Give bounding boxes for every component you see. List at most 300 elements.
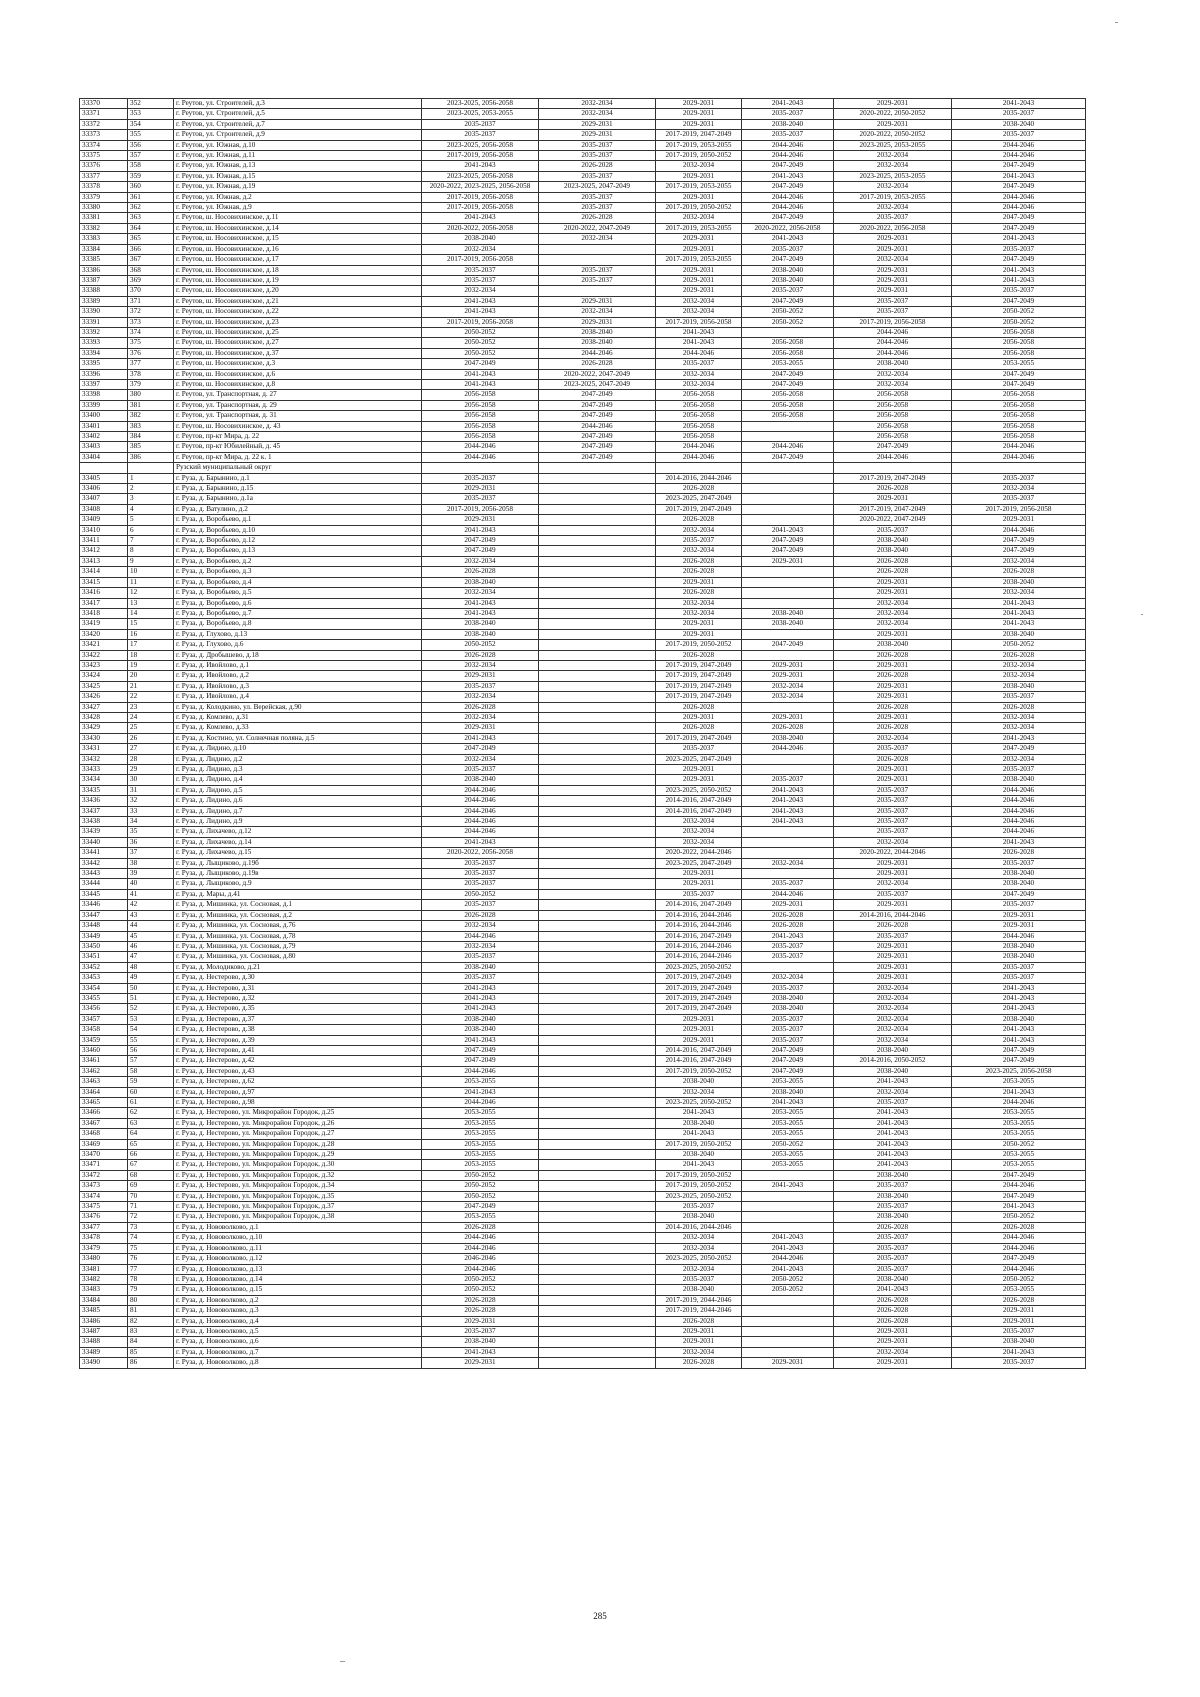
period-5-cell: 2029-2031 (834, 1337, 952, 1347)
period-5-cell: 2029-2031 (834, 900, 952, 910)
table-row (80, 671, 1086, 681)
row-id-cell: 33469 (80, 1139, 128, 1149)
address-cell: г. Руза, д. Лидино, д.5 (174, 785, 422, 795)
period-2-cell (539, 1233, 656, 1243)
period-4-cell: 2029-2031 (742, 660, 834, 670)
period-1-cell: 2050-2052 (422, 1170, 539, 1180)
row-number-cell: 376 (128, 348, 174, 358)
row-number-cell: 64 (128, 1129, 174, 1139)
period-3-cell: 2014-2016, 2044-2046 (656, 941, 742, 951)
row-id-cell: 33385 (80, 255, 128, 265)
period-6-cell: 2035-2037 (952, 244, 1086, 254)
row-number-cell: 71 (128, 1202, 174, 1212)
period-1-cell: 2044-2046 (422, 442, 539, 452)
period-3-cell: 2017-2019, 2050-2052 (656, 1139, 742, 1149)
address-cell: г. Руза, д. Нестерово, ул. Микрорайон Городок, д.30 (174, 1160, 422, 1170)
row-number-cell: 49 (128, 973, 174, 983)
period-4-cell: 2041-2043 (742, 1264, 834, 1274)
table-row (80, 151, 1086, 161)
period-2-cell (539, 1004, 656, 1014)
period-3-cell: 2026-2028 (656, 1358, 742, 1368)
period-1-cell: 2056-2058 (422, 400, 539, 410)
period-4-cell: 2041-2043 (742, 1181, 834, 1191)
table-row (80, 848, 1086, 858)
period-6-cell: 2053-2055 (952, 1077, 1086, 1087)
period-6-cell: 2047-2049 (952, 1056, 1086, 1066)
table-row (80, 712, 1086, 722)
period-6-cell: 2047-2049 (952, 161, 1086, 171)
period-4-cell: 2035-2037 (742, 286, 834, 296)
row-number-cell: 40 (128, 879, 174, 889)
period-3-cell: 2029-2031 (656, 1035, 742, 1045)
period-5-cell: 2035-2037 (834, 1264, 952, 1274)
row-number-cell: 79 (128, 1285, 174, 1295)
period-1-cell: 2041-2043 (422, 213, 539, 223)
address-cell: г. Руза, д. Мишинка, ул. Сосновая, д.79 (174, 941, 422, 951)
period-6-cell: 2029-2031 (952, 1306, 1086, 1316)
row-number-cell: 52 (128, 1004, 174, 1014)
period-6-cell: 2026-2028 (952, 567, 1086, 577)
period-3-cell: 2029-2031 (656, 712, 742, 722)
period-4-cell: 2044-2046 (742, 1254, 834, 1264)
period-4-cell: 2053-2055 (742, 359, 834, 369)
period-3-cell: 2032-2034 (656, 213, 742, 223)
address-cell: г. Реутов, ш. Носовихинское, д.14 (174, 223, 422, 233)
period-4-cell: 2053-2055 (742, 1150, 834, 1160)
table-row (80, 806, 1086, 816)
table-row (80, 400, 1086, 410)
period-2-cell (539, 744, 656, 754)
period-3-cell: 2026-2028 (656, 515, 742, 525)
period-3-cell: 2035-2037 (656, 889, 742, 899)
row-id-cell: 33490 (80, 1358, 128, 1368)
period-2-cell (539, 1347, 656, 1357)
row-number-cell: 358 (128, 161, 174, 171)
period-1-cell: 2032-2034 (422, 660, 539, 670)
row-id-cell: 33420 (80, 629, 128, 639)
row-number-cell: 3 (128, 494, 174, 504)
row-id-cell: 33397 (80, 379, 128, 389)
table-row (80, 234, 1086, 244)
period-5-cell: 2035-2037 (834, 796, 952, 806)
period-6-cell: 2041-2043 (952, 598, 1086, 608)
period-1-cell: 2050-2052 (422, 640, 539, 650)
address-cell: г. Руза, д. Лыщиково, д.19в (174, 869, 422, 879)
period-1-cell: 2050-2052 (422, 327, 539, 337)
period-4-cell: 2035-2037 (742, 952, 834, 962)
period-5-cell: 2032-2034 (834, 983, 952, 993)
period-2-cell (539, 1087, 656, 1097)
period-5-cell: 2044-2046 (834, 348, 952, 358)
period-2-cell (539, 817, 656, 827)
period-5-cell: 2017-2019, 2047-2049 (834, 473, 952, 483)
table-row (80, 785, 1086, 795)
period-5-cell: 2038-2040 (834, 1066, 952, 1076)
address-cell: г. Реутов, ш. Носовихинское, д.23 (174, 317, 422, 327)
table-row (80, 993, 1086, 1003)
period-1-cell: 2017-2019, 2056-2058 (422, 317, 539, 327)
period-2-cell (539, 723, 656, 733)
period-3-cell: 2032-2034 (656, 817, 742, 827)
row-id-cell: 33477 (80, 1222, 128, 1232)
row-id-cell: 33373 (80, 130, 128, 140)
row-number-cell: 72 (128, 1212, 174, 1222)
address-cell: г. Руза, д. Нововолково, д.4 (174, 1316, 422, 1326)
period-2-cell (539, 1295, 656, 1305)
table-row (80, 109, 1086, 119)
period-5-cell: 2029-2031 (834, 869, 952, 879)
period-4-cell: 2056-2058 (742, 411, 834, 421)
period-5-cell: 2032-2034 (834, 369, 952, 379)
period-2-cell: 2029-2031 (539, 119, 656, 129)
address-cell: г. Реутов, ш. Носовихинское, д. 43 (174, 421, 422, 431)
period-3-cell: 2023-2025, 2050-2052 (656, 1191, 742, 1201)
period-4-cell (742, 1295, 834, 1305)
period-3-cell: 2032-2034 (656, 837, 742, 847)
table-row (80, 983, 1086, 993)
period-5-cell: 2029-2031 (834, 775, 952, 785)
period-2-cell (539, 1056, 656, 1066)
row-number-cell: 23 (128, 702, 174, 712)
address-cell: г. Руза, д. Мишинка, ул. Сосновая, д.76 (174, 921, 422, 931)
table-row (80, 525, 1086, 535)
period-5-cell: 2041-2043 (834, 1118, 952, 1128)
address-cell: г. Руза, д. Нестерово, д.42 (174, 1056, 422, 1066)
period-6-cell: 2032-2034 (952, 754, 1086, 764)
period-5-cell: 2020-2022, 2047-2049 (834, 515, 952, 525)
period-6-cell: 2047-2049 (952, 1045, 1086, 1055)
period-2-cell (539, 660, 656, 670)
table-row (80, 1077, 1086, 1087)
period-3-cell: 2023-2025, 2050-2052 (656, 962, 742, 972)
period-6-cell: 2044-2046 (952, 442, 1086, 452)
period-5-cell: 2038-2040 (834, 1170, 952, 1180)
table-row (80, 962, 1086, 972)
period-4-cell: 2035-2037 (742, 941, 834, 951)
row-id-cell: 33434 (80, 775, 128, 785)
period-5-cell: 2035-2037 (834, 889, 952, 899)
address-cell: г. Руза, д. Воробьево, д.7 (174, 608, 422, 618)
period-2-cell (539, 993, 656, 1003)
row-id-cell: 33452 (80, 962, 128, 972)
period-2-cell: 2038-2040 (539, 327, 656, 337)
row-number-cell: 379 (128, 379, 174, 389)
period-6-cell: 2026-2028 (952, 702, 1086, 712)
period-5-cell: 2026-2028 (834, 671, 952, 681)
period-6-cell: 2035-2037 (952, 286, 1086, 296)
period-3-cell: 2017-2019, 2053-2055 (656, 182, 742, 192)
row-id-cell: 33382 (80, 223, 128, 233)
row-id-cell: 33453 (80, 973, 128, 983)
row-number-cell: 361 (128, 192, 174, 202)
period-4-cell: 2029-2031 (742, 1358, 834, 1368)
row-number-cell: 47 (128, 952, 174, 962)
period-1-cell: 2041-2043 (422, 379, 539, 389)
period-2-cell (539, 608, 656, 618)
period-2-cell (539, 598, 656, 608)
period-4-cell (742, 650, 834, 660)
period-5-cell: 2029-2031 (834, 941, 952, 951)
period-4-cell: 2035-2037 (742, 244, 834, 254)
period-1-cell: 2041-2043 (422, 369, 539, 379)
period-4-cell: 2029-2031 (742, 556, 834, 566)
row-number-cell: 5 (128, 515, 174, 525)
row-id-cell: 33394 (80, 348, 128, 358)
period-5-cell: 2029-2031 (834, 973, 952, 983)
period-3-cell: 2029-2031 (656, 869, 742, 879)
row-number-cell: 83 (128, 1326, 174, 1336)
period-3-cell: 2041-2043 (656, 1160, 742, 1170)
period-4-cell: 2041-2043 (742, 171, 834, 181)
period-5-cell: 2032-2034 (834, 379, 952, 389)
period-4-cell (742, 827, 834, 837)
period-2-cell (539, 473, 656, 483)
period-2-cell (539, 1358, 656, 1368)
period-2-cell (539, 1170, 656, 1180)
row-id-cell: 33407 (80, 494, 128, 504)
period-4-cell: 2047-2049 (742, 1045, 834, 1055)
period-2-cell: 2023-2025, 2047-2049 (539, 182, 656, 192)
row-id-cell: 33426 (80, 692, 128, 702)
row-number-cell: 57 (128, 1056, 174, 1066)
row-number-cell: 374 (128, 327, 174, 337)
period-5-cell: 2020-2022, 2044-2046 (834, 848, 952, 858)
period-1-cell: 2035-2037 (422, 275, 539, 285)
period-2-cell: 2047-2049 (539, 442, 656, 452)
row-id-cell: 33395 (80, 359, 128, 369)
period-4-cell (742, 702, 834, 712)
period-4-cell: 2047-2049 (742, 182, 834, 192)
row-id-cell: 33445 (80, 889, 128, 899)
period-6-cell: 2053-2055 (952, 1150, 1086, 1160)
table-row (80, 1326, 1086, 1336)
period-6-cell: 2038-2040 (952, 681, 1086, 691)
period-6-cell: 2035-2037 (952, 765, 1086, 775)
row-number-cell: 9 (128, 556, 174, 566)
period-1-cell: 2020-2022, 2023-2025, 2056-2058 (422, 182, 539, 192)
period-2-cell (539, 869, 656, 879)
period-6-cell: 2032-2034 (952, 484, 1086, 494)
row-number-cell: 45 (128, 931, 174, 941)
address-cell: г. Руза, д. Воробьево, д.2 (174, 556, 422, 566)
row-number-cell: 384 (128, 432, 174, 442)
period-3-cell: 2032-2034 (656, 827, 742, 837)
row-number-cell: 381 (128, 400, 174, 410)
period-3-cell: 2017-2019, 2047-2049 (656, 1004, 742, 1014)
period-3-cell: 2038-2040 (656, 1285, 742, 1295)
row-id-cell: 33404 (80, 452, 128, 462)
address-cell: г. Руза, д. Лыщиково, д.9 (174, 879, 422, 889)
row-number-cell: 78 (128, 1274, 174, 1284)
row-number-cell: 10 (128, 567, 174, 577)
period-2-cell (539, 286, 656, 296)
period-2-cell (539, 1326, 656, 1336)
period-6-cell: 2026-2028 (952, 1222, 1086, 1232)
period-5-cell: 2038-2040 (834, 1212, 952, 1222)
row-number-cell: 369 (128, 275, 174, 285)
period-3-cell: 2020-2022, 2044-2046 (656, 848, 742, 858)
period-5-cell: 2056-2058 (834, 411, 952, 421)
period-4-cell (742, 1347, 834, 1357)
period-4-cell: 2047-2049 (742, 255, 834, 265)
address-cell: г. Руза, д. Барынино, д.1а (174, 494, 422, 504)
period-1-cell: 2053-2055 (422, 1139, 539, 1149)
period-3-cell: 2026-2028 (656, 567, 742, 577)
period-6-cell: 2017-2019, 2056-2058 (952, 504, 1086, 514)
period-1-cell: 2038-2040 (422, 775, 539, 785)
period-4-cell: 2053-2055 (742, 1160, 834, 1170)
period-5-cell: 2029-2031 (834, 1358, 952, 1368)
period-1-cell: 2044-2046 (422, 817, 539, 827)
period-6-cell: 2047-2049 (952, 296, 1086, 306)
row-id-cell: 33413 (80, 556, 128, 566)
address-cell: г. Реутов, ш. Носовихинское, д.17 (174, 255, 422, 265)
row-number-cell: 66 (128, 1150, 174, 1160)
address-cell: г. Руза, д. Воробьево, д.10 (174, 525, 422, 535)
period-5-cell: 2032-2034 (834, 203, 952, 213)
row-id-cell: 33461 (80, 1056, 128, 1066)
row-id-cell: 33429 (80, 723, 128, 733)
row-id-cell: 33416 (80, 588, 128, 598)
row-number-cell: 28 (128, 754, 174, 764)
table-row (80, 275, 1086, 285)
row-id-cell: 33405 (80, 473, 128, 483)
period-5-cell: 2032-2034 (834, 1087, 952, 1097)
period-1-cell: 2038-2040 (422, 1025, 539, 1035)
row-number-cell: 11 (128, 577, 174, 587)
period-6-cell: 2050-2052 (952, 317, 1086, 327)
address-cell: г. Руза, д. Нововолково, д.2 (174, 1295, 422, 1305)
period-4-cell (742, 1316, 834, 1326)
address-cell: г. Руза, д. Лихачево, д.14 (174, 837, 422, 847)
period-4-cell: 2047-2049 (742, 536, 834, 546)
period-1-cell: 2041-2043 (422, 1035, 539, 1045)
row-number-cell: 55 (128, 1035, 174, 1045)
period-6-cell: 2038-2040 (952, 1337, 1086, 1347)
period-3-cell: 2023-2025, 2047-2049 (656, 754, 742, 764)
period-6-cell: 2056-2058 (952, 390, 1086, 400)
table-row (80, 223, 1086, 233)
row-id-cell: 33483 (80, 1285, 128, 1295)
period-2-cell (539, 244, 656, 254)
period-1-cell: 2053-2055 (422, 1150, 539, 1160)
table-row (80, 1337, 1086, 1347)
period-4-cell: 2035-2037 (742, 879, 834, 889)
row-id-cell: 33467 (80, 1118, 128, 1128)
period-3-cell: 2029-2031 (656, 275, 742, 285)
period-4-cell: 2047-2049 (742, 213, 834, 223)
period-4-cell (742, 504, 834, 514)
address-cell: г. Руза, д. Ивойлово, д.3 (174, 681, 422, 691)
address-cell: г. Реутов, пр-кт Мира, д. 22 (174, 432, 422, 442)
period-3-cell: 2017-2019, 2047-2049 (656, 660, 742, 670)
period-4-cell: 2047-2049 (742, 452, 834, 462)
table-row (80, 1098, 1086, 1108)
period-6-cell: 2044-2046 (952, 452, 1086, 462)
row-id-cell: 33376 (80, 161, 128, 171)
address-cell: г. Руза, д. Лидино, д.4 (174, 775, 422, 785)
period-2-cell (539, 1025, 656, 1035)
period-2-cell (539, 556, 656, 566)
row-id-cell: 33409 (80, 515, 128, 525)
row-id-cell: 33410 (80, 525, 128, 535)
address-cell: г. Руза, д. Нововолково, д.13 (174, 1264, 422, 1274)
row-id-cell: 33464 (80, 1087, 128, 1097)
period-1-cell: 2023-2025, 2056-2058 (422, 171, 539, 181)
period-2-cell (539, 463, 656, 473)
row-id-cell: 33375 (80, 151, 128, 161)
row-id-cell: 33389 (80, 296, 128, 306)
row-id-cell: 33384 (80, 244, 128, 254)
period-1-cell: 2038-2040 (422, 234, 539, 244)
period-6-cell: 2047-2049 (952, 379, 1086, 389)
period-1-cell: 2050-2052 (422, 1285, 539, 1295)
period-3-cell: 2032-2034 (656, 525, 742, 535)
row-id-cell: 33449 (80, 931, 128, 941)
row-number-cell: 69 (128, 1181, 174, 1191)
period-5-cell: 2035-2037 (834, 931, 952, 941)
period-3-cell: 2044-2046 (656, 348, 742, 358)
period-4-cell (742, 1306, 834, 1316)
period-3-cell: 2017-2019, 2044-2046 (656, 1295, 742, 1305)
period-1-cell: 2047-2049 (422, 546, 539, 556)
period-5-cell: 2017-2019, 2053-2055 (834, 192, 952, 202)
table-row (80, 1056, 1086, 1066)
row-number-cell: 353 (128, 109, 174, 119)
row-number-cell: 13 (128, 598, 174, 608)
period-2-cell (539, 692, 656, 702)
period-3-cell: 2029-2031 (656, 577, 742, 587)
period-4-cell: 2044-2046 (742, 744, 834, 754)
period-6-cell: 2035-2037 (952, 494, 1086, 504)
period-4-cell (742, 765, 834, 775)
period-1-cell: 2032-2034 (422, 921, 539, 931)
period-4-cell: 2041-2043 (742, 931, 834, 941)
period-4-cell: 2032-2034 (742, 681, 834, 691)
row-number-cell: 36 (128, 837, 174, 847)
period-1-cell: 2032-2034 (422, 712, 539, 722)
row-number-cell: 37 (128, 848, 174, 858)
period-4-cell (742, 848, 834, 858)
period-6-cell: 2029-2031 (952, 910, 1086, 920)
table-row (80, 203, 1086, 213)
row-id-cell: 33418 (80, 608, 128, 618)
period-6-cell: 2035-2037 (952, 973, 1086, 983)
period-1-cell: 2023-2025, 2056-2058 (422, 99, 539, 109)
table-row (80, 213, 1086, 223)
row-number-cell: 48 (128, 962, 174, 972)
period-6-cell: 2044-2046 (952, 1243, 1086, 1253)
table-row (80, 1150, 1086, 1160)
period-4-cell: 2029-2031 (742, 900, 834, 910)
period-5-cell: 2026-2028 (834, 567, 952, 577)
period-2-cell (539, 1014, 656, 1024)
row-id-cell: 33388 (80, 286, 128, 296)
period-5-cell: 2041-2043 (834, 1129, 952, 1139)
table-body (80, 99, 1086, 1369)
period-5-cell: 2029-2031 (834, 494, 952, 504)
period-2-cell: 2020-2022, 2047-2049 (539, 369, 656, 379)
row-id-cell: 33455 (80, 993, 128, 1003)
document-sheet (79, 98, 1085, 1369)
row-number-cell: 50 (128, 983, 174, 993)
period-5-cell: 2026-2028 (834, 702, 952, 712)
period-3-cell: 2056-2058 (656, 432, 742, 442)
period-2-cell (539, 1191, 656, 1201)
period-4-cell (742, 1191, 834, 1201)
row-number-cell: 352 (128, 99, 174, 109)
period-1-cell: 2035-2037 (422, 869, 539, 879)
